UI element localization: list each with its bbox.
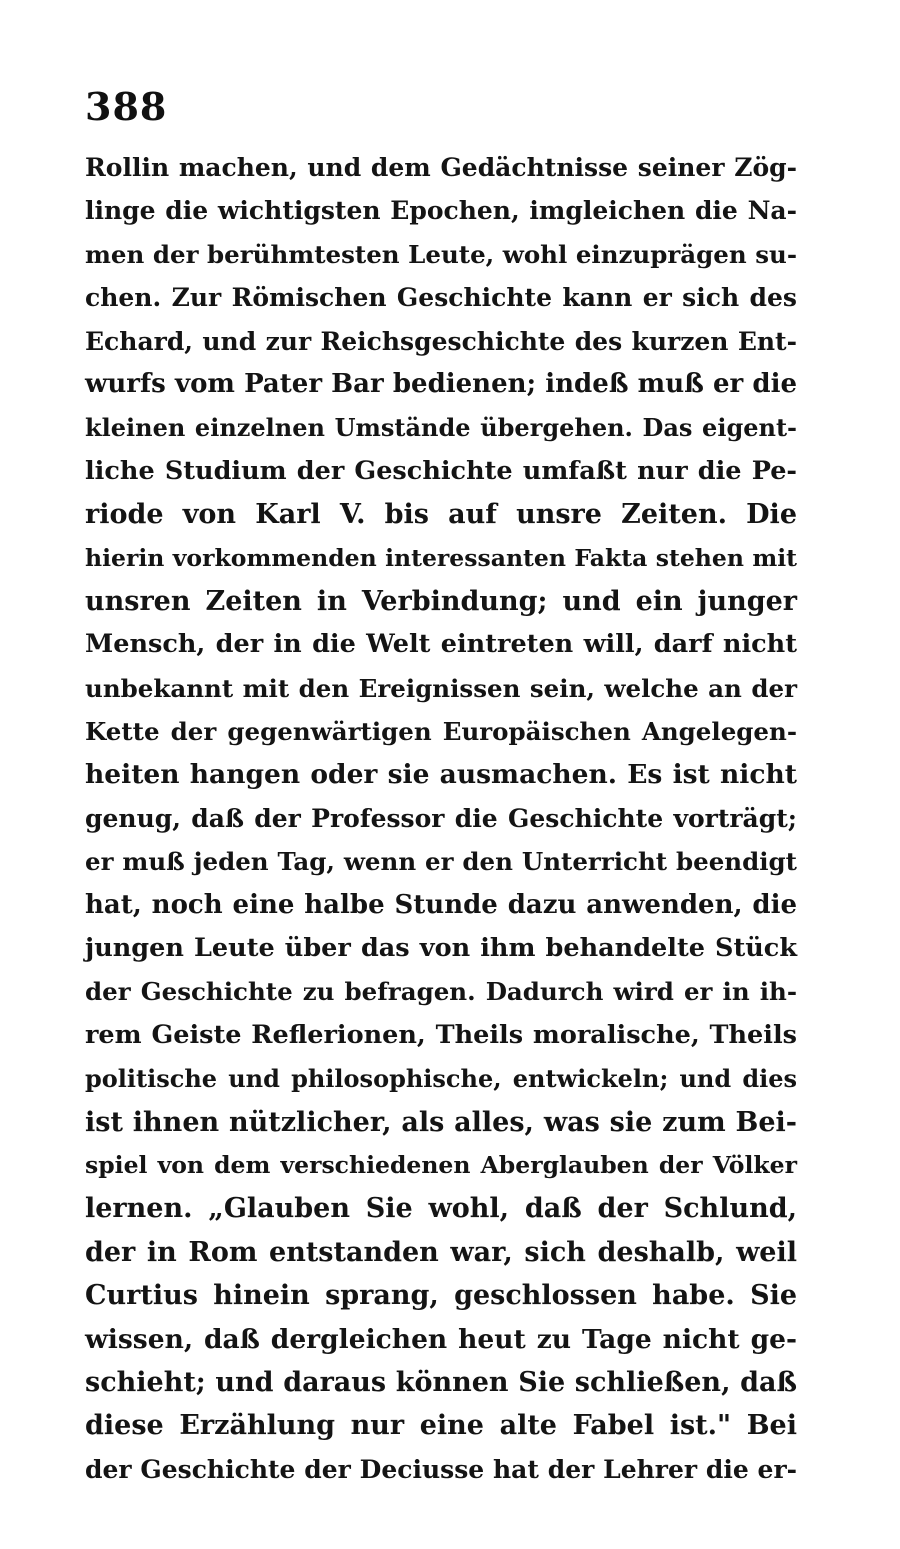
text-line: unbekannt mit den Ereignissen sein, welche an der xyxy=(85,673,797,703)
text-line: wurfs vom Pater Bar bedienen; indeß muß er die xyxy=(85,368,797,399)
text-line: ist ihnen nützlicher, als alles, was sie zum Bei- xyxy=(85,1106,797,1138)
text-line: kleinen einzelnen Umstände übergehen. Das eigent- xyxy=(85,413,797,443)
text-line: chen. Zur Römischen Geschichte kann er sich des xyxy=(85,283,797,313)
text-line: Echard, und zur Reichsgeschichte des kurzen Ent- xyxy=(85,326,797,356)
text-line: Rollin machen, und dem Gedächtnisse seiner Zög- xyxy=(85,153,797,182)
text-line: liche Studium der Geschichte umfaßt nur die Pe- xyxy=(85,455,797,486)
text-line: jungen Leute über das von ihm behandelte Stück xyxy=(85,933,797,964)
body-text xyxy=(85,146,797,1491)
text-line: rem Geiste Reflerionen, Theils moralische, Theils xyxy=(85,1019,797,1050)
text-line: men der berühmtesten Leute, wohl einzuprägen su- xyxy=(85,239,797,269)
text-line: lernen. „Glauben Sie wohl, daß der Schlund, xyxy=(85,1193,797,1225)
text-line: unsren Zeiten in Verbindung; und ein junger xyxy=(85,585,797,617)
text-line: hierin vorkommenden interessanten Fakta stehen mit xyxy=(85,543,797,572)
text-line: der Geschichte der Deciusse hat der Lehrer die er- xyxy=(85,1454,797,1484)
text-line: riode von Karl V. bis auf unsre Zeiten. Die xyxy=(85,499,797,531)
text-line: der Geschichte zu befragen. Dadurch wird er in ih- xyxy=(85,977,797,1007)
text-line: diese Erzählung nur eine alte Fabel ist." Bei xyxy=(85,1410,797,1442)
text-line: schieht; und daraus können Sie schließen, daß xyxy=(85,1366,797,1398)
text-line: Curtius hinein sprang, geschlossen habe. Sie xyxy=(85,1280,797,1312)
text-line: spiel von dem verschiedenen Aberglauben der Völker xyxy=(85,1150,797,1179)
text-line: er muß jeden Tag, wenn er den Unterricht beendigt xyxy=(85,847,797,877)
page-number: 388 xyxy=(85,84,168,129)
text-line: Mensch, der in die Welt eintreten will, darf nicht xyxy=(85,629,797,660)
text-line: linge die wichtigsten Epochen, imgleichen die Na- xyxy=(85,196,797,226)
text-line: genug, daß der Professor die Geschichte vorträgt; xyxy=(85,803,797,833)
text-line: Kette der gegenwärtigen Europäischen Angelegen- xyxy=(85,717,797,747)
text-line: wissen, daß dergleichen heut zu Tage nicht ge- xyxy=(85,1323,797,1355)
text-line: der in Rom entstanden war, sich deshalb, weil xyxy=(85,1236,797,1268)
text-line: heiten hangen oder sie ausmachen. Es ist nicht xyxy=(85,759,797,791)
text-line: hat, noch eine halbe Stunde dazu anwenden, die xyxy=(85,889,797,920)
text-line: politische und philosophische, entwickeln; und dies xyxy=(85,1064,797,1094)
